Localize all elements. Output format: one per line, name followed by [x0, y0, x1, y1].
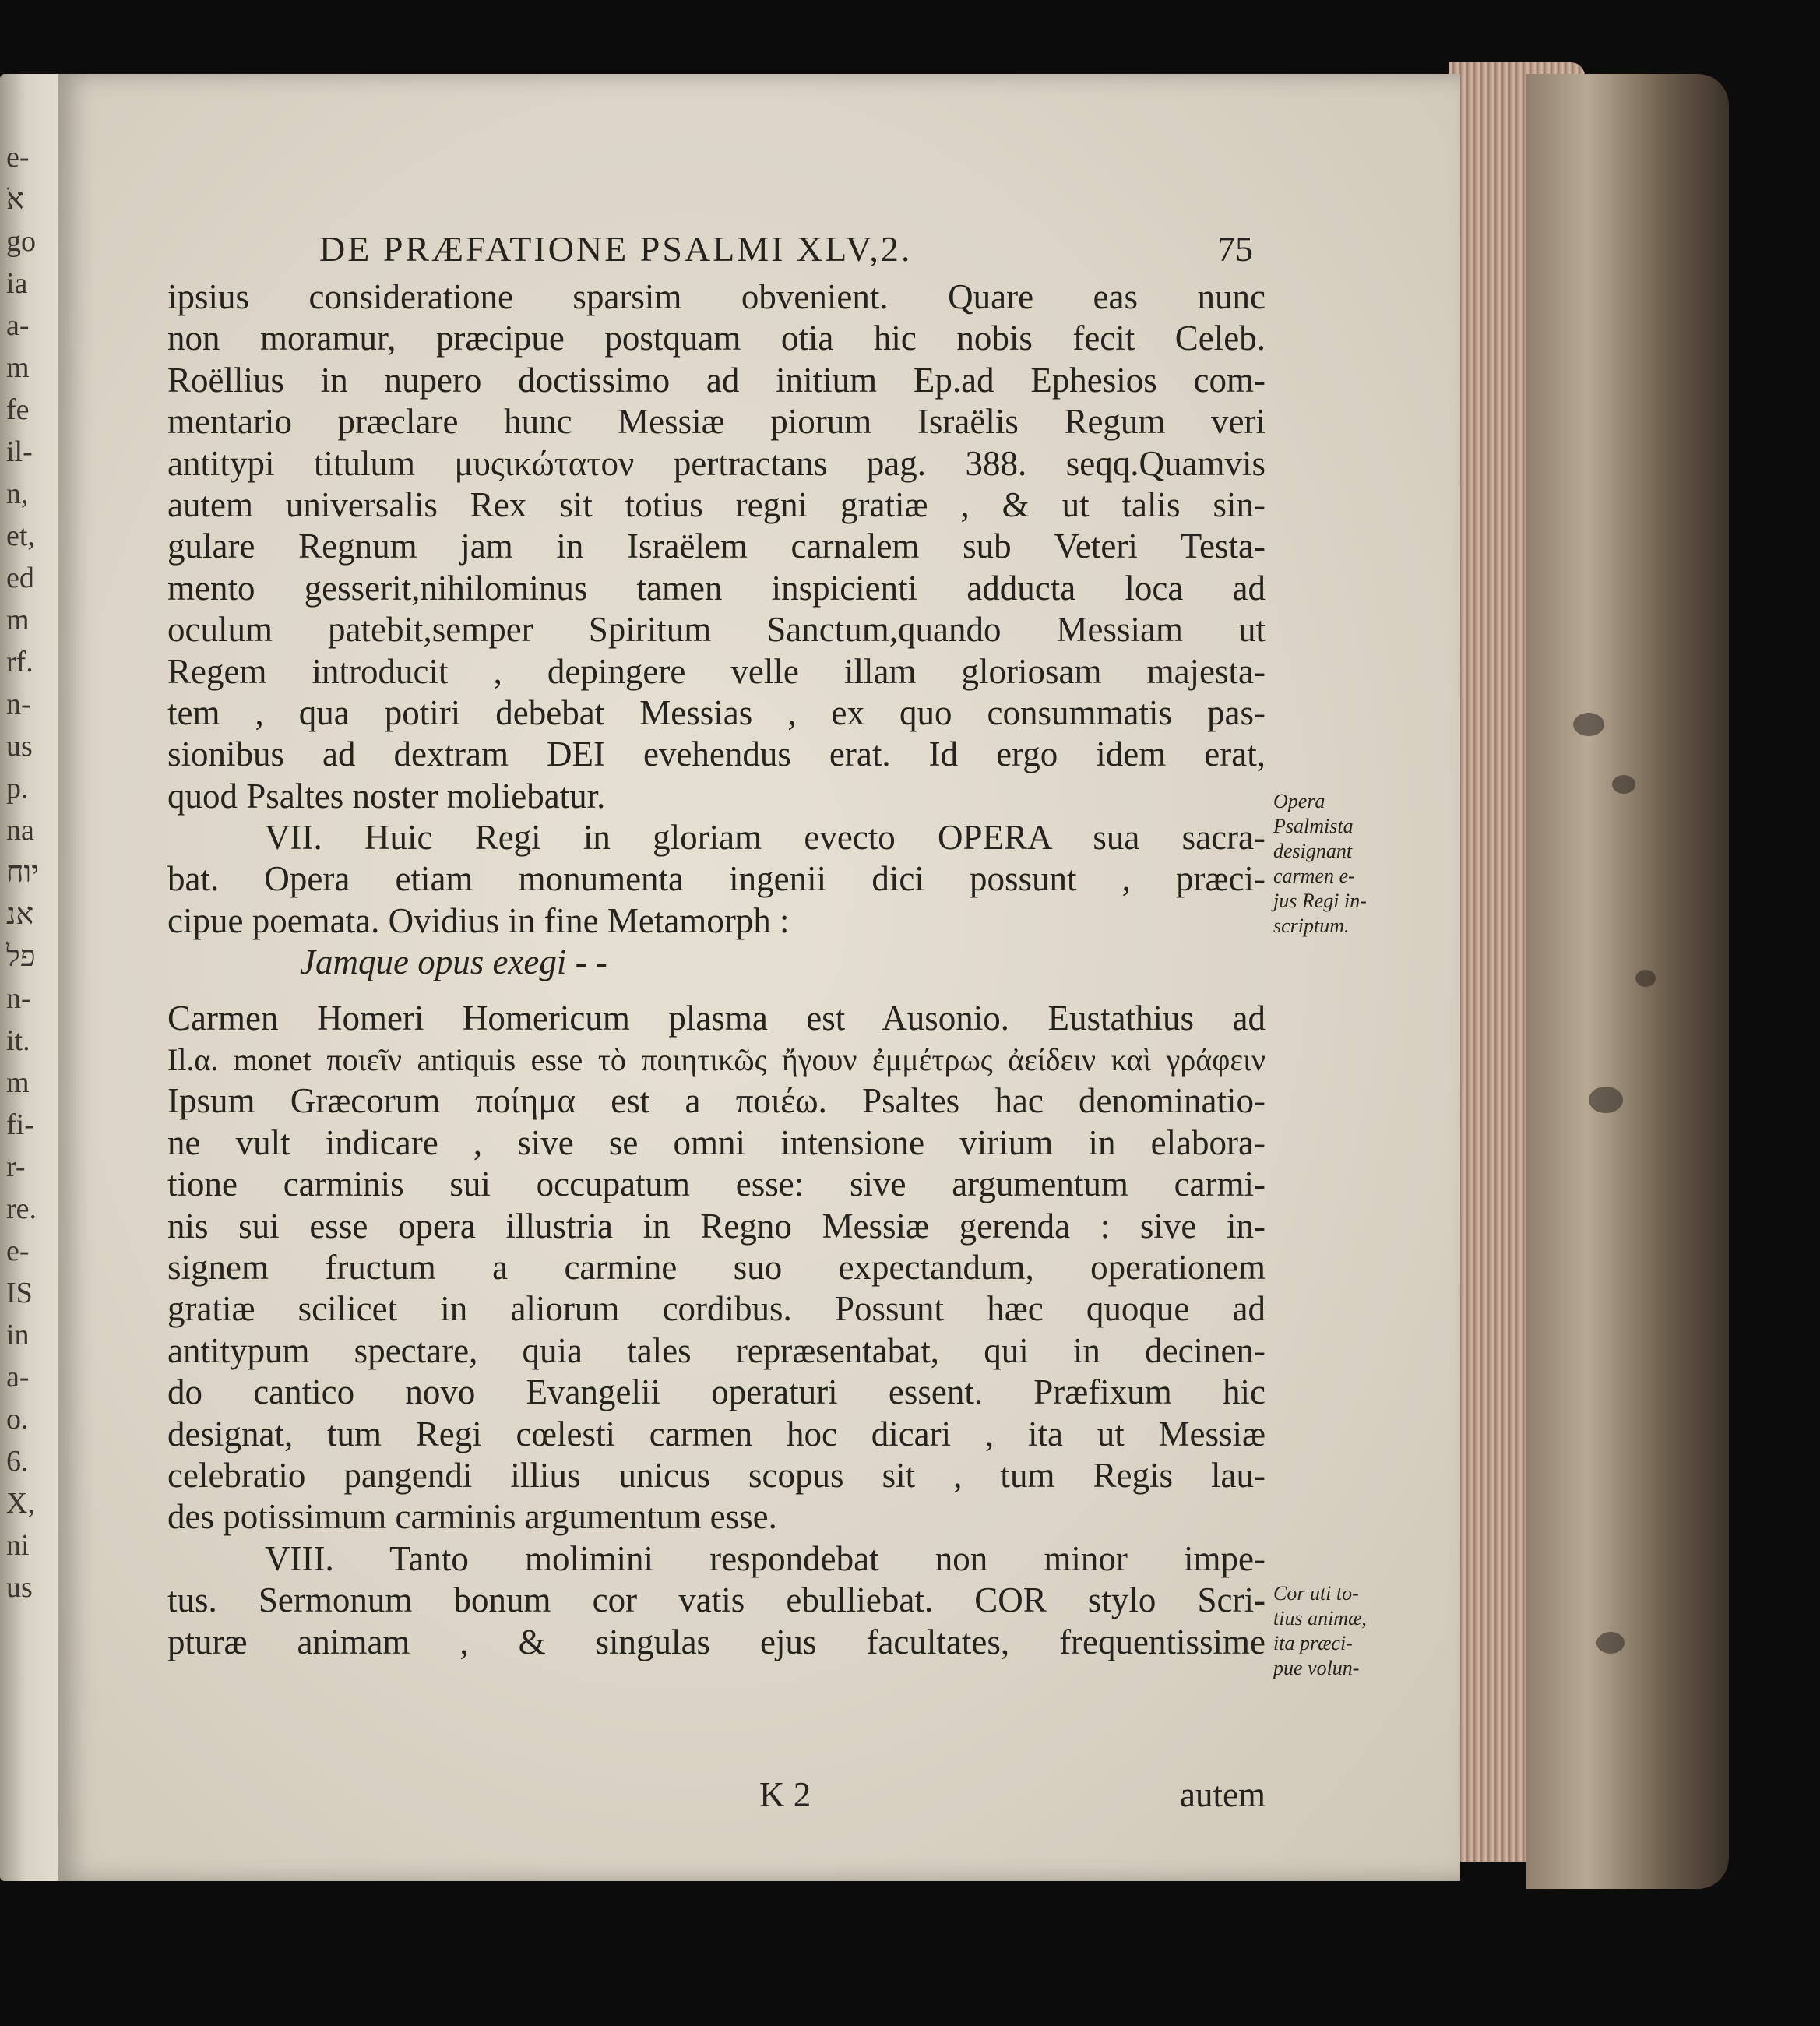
facing-page-fragment: a-: [6, 1361, 30, 1394]
facing-page-edge: [0, 74, 58, 1881]
facing-page-fragment: n,: [6, 477, 29, 510]
facing-page-fragment: fi-: [6, 1108, 34, 1141]
text-line: cipue poemata. Ovidius in fine Metamorph :: [167, 900, 790, 940]
text-line: mento gesserit,nihilominus tamen inspicienti adducta loca ad: [167, 568, 1266, 608]
margin-note-cor: Cor uti to- tius animæ, ita præci- pue volun-: [1273, 1582, 1367, 1679]
text-line: Ipsum Græcorum ποίημα est a ποιέω. Psaltes hac denominatio-: [167, 1081, 1266, 1121]
facing-page-fragment: X,: [6, 1487, 35, 1520]
text-line: Regem introducit , depingere velle illam gloriosam majesta-: [167, 651, 1266, 691]
facing-page-fragment: et,: [6, 520, 35, 552]
section-vii-heading-line: VII. Huic Regi in gloriam evecto OPERA sua sacra-: [265, 818, 1266, 858]
text-line: tione carminis sui occupatum esse: sive argumentum carmi-: [167, 1165, 1266, 1204]
facing-page-fragment: il-: [6, 435, 33, 468]
facing-page-fragment: יוח: [6, 856, 40, 889]
facing-page-fragment: m: [6, 351, 30, 384]
facing-page-fragment: m: [6, 1066, 30, 1099]
text-line: Roëllius in nupero doctissimo ad initium Ep.ad Ephesios com-: [167, 360, 1266, 400]
facing-page-fragment: in: [6, 1319, 30, 1351]
facing-page-fragment: 6.: [6, 1445, 29, 1478]
facing-page-fragment: אנ: [6, 898, 34, 931]
text-line: bat. Opera etiam monumenta ingenii dici possunt , præci-: [167, 859, 1266, 899]
text-line: tem , qua potiri debebat Messias , ex quo consummatis pas-: [167, 692, 1266, 732]
text-line: mentario præclare hunc Messiæ piorum Israëlis Regum veri: [167, 402, 1266, 442]
margin-note-opera: Opera Psalmista designant carmen e- jus Regi in- scriptum.: [1273, 790, 1367, 937]
text-line: signem fructum a carmine suo expectandum, operationem: [167, 1247, 1266, 1287]
facing-page-fragment: fe: [6, 393, 30, 426]
text-line: Il.α. monet ποιεῖν antiquis esse τὸ ποιητικῶς ἤγουν ἐμμέτρως ἀείδειν καὶ γράφειν: [167, 1042, 1266, 1078]
facing-page-fragment: o.: [6, 1403, 29, 1436]
facing-page-fragment: a-: [6, 309, 30, 342]
facing-page-fragment: e-: [6, 1235, 30, 1267]
catchword: autem: [1180, 1775, 1266, 1814]
facing-page-fragment: ni: [6, 1529, 30, 1562]
facing-page-fragment: e-: [6, 141, 30, 174]
book-page: [58, 74, 1460, 1881]
text-line: des potissimum carminis argumentum esse.: [167, 1497, 777, 1537]
text-line: ipsius consideratione sparsim obvenient. Quare eas nunc: [167, 277, 1266, 316]
text-line: ne vult indicare , sive se omni intensione virium in elabora-: [167, 1122, 1266, 1162]
running-title: DE PRÆFATIONE PSALMI XLV,2.: [319, 229, 913, 269]
text-line: antitypi titulum μυςικώτατον pertractans pag. 388. seqq.Quamvis: [167, 443, 1266, 483]
facing-page-fragment: אֹ: [6, 183, 24, 216]
text-line: designat, tum Regi cœlesti carmen hoc dicari , ita ut Messiæ: [167, 1414, 1266, 1453]
facing-page-fragment: re.: [6, 1193, 37, 1225]
body-text: [167, 277, 1266, 1663]
text-line: oculum patebit,semper Spiritum Sanctum,quando Messiam ut: [167, 610, 1266, 650]
facing-page-fragment: rf.: [6, 646, 33, 678]
text-line: quod Psaltes noster moliebatur.: [167, 776, 606, 816]
text-line: gulare Regnum jam in Israëlem carnalem sub Veteri Testa-: [167, 527, 1266, 566]
facing-page-fragment: r-: [6, 1150, 26, 1183]
text-line: gratiæ scilicet in aliorum cordibus. Possunt hæc quoque ad: [167, 1289, 1266, 1329]
text-line: tus. Sermonum bonum cor vatis ebulliebat. COR stylo Scri-: [167, 1580, 1266, 1620]
text-line: autem universalis Rex sit totius regni gratiæ , & ut talis sin-: [167, 484, 1266, 524]
page-number: 75: [1217, 229, 1253, 269]
text-line: non moramur, præcipue postquam otia hic nobis fecit Celeb.: [167, 319, 1266, 358]
facing-page-fragment: פל: [6, 940, 36, 973]
section-viii-heading-line: VIII. Tanto molimini respondebat non minor impe-: [265, 1538, 1266, 1578]
facing-page-fragment: us: [6, 1571, 33, 1604]
text-line: sionibus ad dextram DEI evehendus erat. Id ergo idem erat,: [167, 735, 1266, 774]
facing-page-fragment: m: [6, 604, 30, 636]
signature-mark: K 2: [759, 1775, 811, 1814]
text-line: antitypum spectare, quia tales repræsentabat, qui in decinen-: [167, 1330, 1266, 1370]
facing-page-fragment: ed: [6, 562, 34, 594]
facing-page-fragment: go: [6, 225, 36, 258]
facing-page-fragment: n-: [6, 982, 31, 1015]
text-line: nis sui esse opera illustria in Regno Messiæ gerenda : sive in-: [167, 1206, 1266, 1246]
book-cover: [1526, 74, 1729, 1889]
text-line: pturæ animam , & singulas ejus facultates, frequentissime: [167, 1622, 1266, 1661]
facing-page-fragment: it.: [6, 1024, 30, 1057]
facing-page-fragment: ia: [6, 267, 28, 300]
page-footer: [167, 1774, 1266, 1818]
facing-page-fragment: n-: [6, 688, 31, 721]
verse-quotation: Jamque opus exegi - -: [300, 943, 607, 982]
text-line: celebratio pangendi illius unicus scopus sit , tum Regis lau-: [167, 1455, 1266, 1495]
text-line: do cantico novo Evangelii operaturi essent. Præfixum hic: [167, 1372, 1266, 1412]
text-line: Carmen Homeri Homericum plasma est Ausonio. Eustathius ad: [167, 998, 1266, 1038]
facing-page-fragment: us: [6, 730, 33, 763]
facing-page-fragment: na: [6, 814, 34, 847]
facing-page-fragment: IS: [6, 1277, 33, 1309]
facing-page-fragment: p.: [6, 772, 29, 805]
